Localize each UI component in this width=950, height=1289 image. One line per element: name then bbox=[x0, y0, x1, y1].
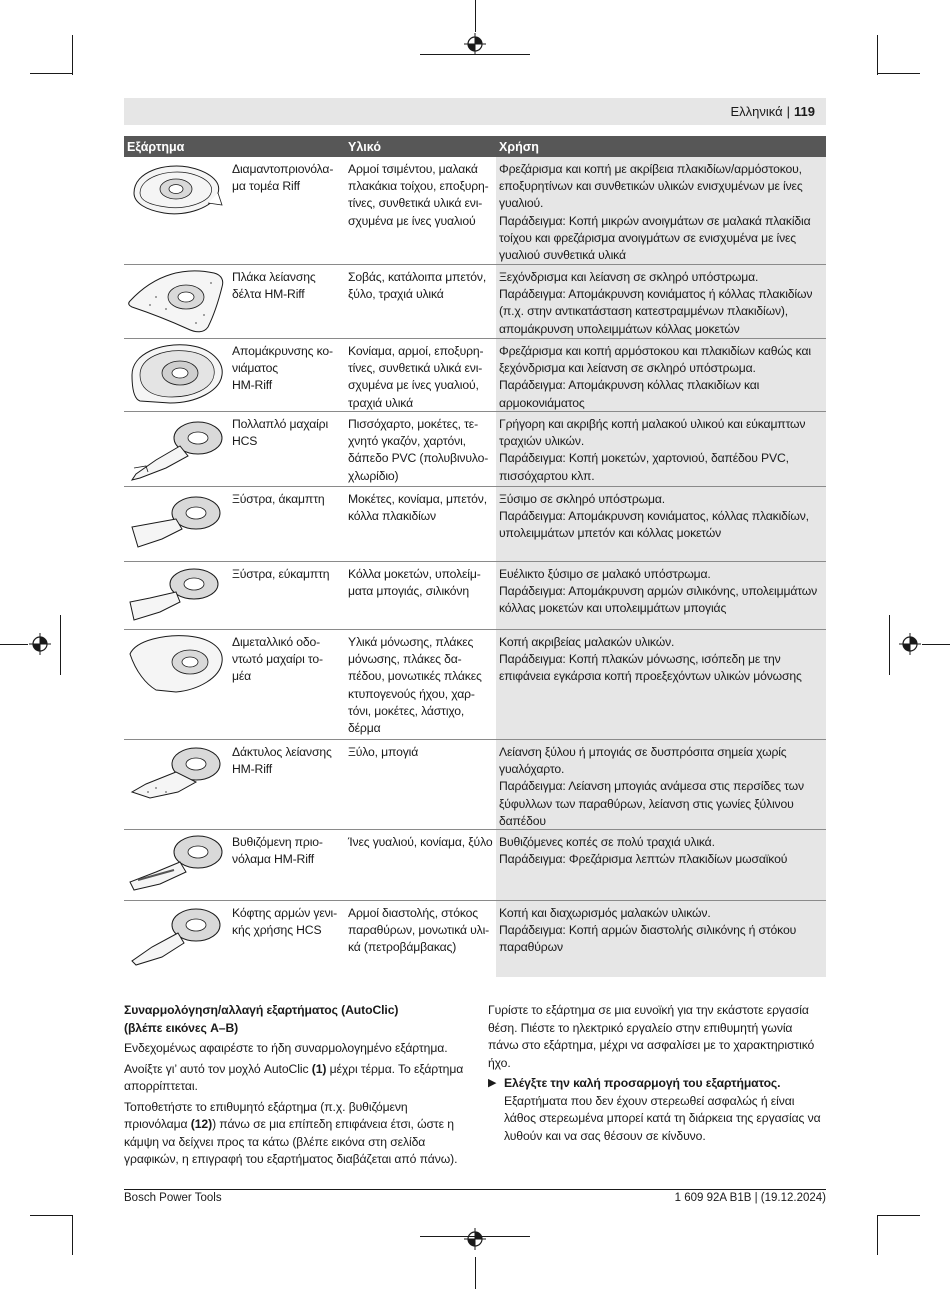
usage-line: Λείανση ξύλου ή μπογιάς σε δυσπρόσιτα σημεία χωρίς γυαλόχαρτο. bbox=[499, 745, 787, 777]
usage-cell bbox=[496, 265, 826, 338]
row-image bbox=[124, 265, 229, 338]
crop-mark bbox=[30, 73, 72, 74]
registration-mark-icon bbox=[464, 1228, 486, 1250]
header-language: Ελληνικά bbox=[730, 104, 783, 119]
table-row bbox=[124, 487, 826, 562]
accessory-name: Πλάκα λείανσης δέλτα HM-Riff bbox=[232, 270, 316, 302]
table-row bbox=[124, 412, 826, 487]
accessory-name: Ξύστρα, εύκαμπτη bbox=[232, 567, 330, 581]
mortar-remover-icon bbox=[126, 341, 226, 409]
row-image bbox=[124, 412, 229, 486]
material-cell: Πισσόχαρτο, μοκέτες, τε- χνητό γκαζόν, χαρτόνι, δάπεδο PVC (πολυβινυλο- χλωρίδιο) bbox=[348, 417, 489, 483]
usage-line: Παράδειγμα: Κοπή αρμών διαστολής σιλικόνης ή στόκου παραθύρων bbox=[499, 923, 797, 955]
usage-line: Παράδειγμα: Φρεζάρισμα λεπτών πλακιδίων μωσαϊκού bbox=[499, 852, 788, 867]
usage-line: Παράδειγμα: Απομάκρυνση αρμών σιλικόνης, υπολειμμάτων κόλλας μοκετών και υπολειμμάτων μπογιάς bbox=[499, 584, 818, 616]
usage-line: Παράδειγμα: Κοπή πλακών μόνωσης, ισόπεδη με την επιφάνεια εγκάρσια κοπή προεξεχόντων υλικών μόνωσης bbox=[499, 652, 802, 684]
plunge-cut-blade-icon bbox=[126, 832, 226, 898]
assembly-section-right bbox=[488, 1002, 826, 1145]
accessory-name: Κόφτης αρμών γενι- κής χρήσης HCS bbox=[232, 906, 338, 938]
usage-cell bbox=[496, 830, 826, 900]
usage-cell bbox=[496, 630, 826, 739]
crop-mark bbox=[475, 1257, 476, 1289]
paragraph: Γυρίστε το εξάρτημα σε μια ευνοϊκή για την εκάστοτε εργασία θέση. Πιέστε το ηλεκτρικό εργαλείο στην επιθυμητή γωνία πάνω στο εξάρτημα, μέχρι να ασφαλίσει με το χαρακτηριστικό ήχο. bbox=[488, 1003, 815, 1070]
usage-line: Ξύσιμο σε σκληρό υπόστρωμα. bbox=[499, 492, 665, 506]
text-span: Εξαρτήματα που δεν έχουν στερεωθεί ασφαλώς ή είναι λάθος στερεωμένα μπορεί κατά τη διάρκεια της εργασίας να λυθούν και να σας θέσουν σε κίνδυνο. bbox=[504, 1093, 821, 1143]
accessory-table bbox=[124, 136, 826, 977]
usage-line: Ξεχόνδρισμα και λείανση σε σκληρό υπόστρωμα. bbox=[499, 270, 759, 284]
multi-knife-icon bbox=[126, 414, 226, 484]
accessory-name: Διμεταλλικό οδο- ντωτό μαχαίρι το- μέα bbox=[232, 635, 323, 684]
flexible-scraper-icon bbox=[126, 564, 226, 628]
material-cell: Υλικά μόνωσης, πλάκες μόνωσης, πλάκες δα- πέδου, μονωτικές πλάκες κτυπογενούς ήχου, χαρ- τόνι, μοκέτες, λάστιχο, δέρμα bbox=[348, 635, 482, 736]
table-row bbox=[124, 562, 826, 630]
usage-line: Φρεζάρισμα και κοπή με ακρίβεια πλακιδίων/αρμόστοκου, εποξυρητίνων και συνθετικών υλικών ενισχυμένων με ίνες γυαλιού. bbox=[499, 162, 803, 211]
accessory-name: Βυθιζόμενη πριο- νόλαμα HM-Riff bbox=[232, 835, 323, 867]
text-span: ) πάνω σε μια επίπεδη επιφάνεια έτσι, ώστε η κάμψη να δείχνει προς τα κάτω (βλέπε εικόνα στη σελίδα γραφικών, η επιγραφή του εξαρτήματος διαβάζεται από πάνω). bbox=[124, 1117, 458, 1166]
crop-mark bbox=[877, 35, 878, 75]
row-image bbox=[124, 562, 229, 629]
paragraph: Ενδεχομένως αφαιρέστε το ήδη συναρμολογημένο εξάρτημα. bbox=[124, 1041, 448, 1055]
accessory-name: Πολλαπλό μαχαίρι HCS bbox=[232, 417, 329, 449]
crop-mark bbox=[878, 73, 920, 74]
material-cell: Κόλλα μοκετών, υπολείμ- ματα μπογιάς, σιλικόνη bbox=[348, 567, 481, 599]
table-row bbox=[124, 630, 826, 740]
paragraph bbox=[124, 1099, 464, 1169]
material-cell: Αρμοί διαστολής, στόκος παραθύρων, μονωτικά υλι- κά (πετροβάμβακας) bbox=[348, 906, 490, 955]
crop-mark bbox=[72, 35, 73, 75]
usage-line: Ευέλικτο ξύσιμο σε μαλακό υπόστρωμα. bbox=[499, 567, 711, 581]
table-row bbox=[124, 265, 826, 339]
table-row bbox=[124, 830, 826, 901]
row-image bbox=[124, 157, 229, 264]
text-span: Τοποθετήστε το επιθυμητό εξάρτημα (π.χ. βυθιζόμενη πριονόλαμα bbox=[124, 1099, 408, 1131]
usage-line: Παράδειγμα: Κοπή μοκετών, χαρτονιού, δαπέδου PVC, πισσόχαρτου κλπ. bbox=[499, 451, 789, 483]
accessory-name: Διαμαντοπριονόλα- μα τομέα Riff bbox=[232, 162, 334, 194]
row-image bbox=[124, 901, 229, 977]
table-row bbox=[124, 901, 826, 977]
usage-cell bbox=[496, 157, 826, 264]
table-header bbox=[124, 136, 826, 157]
crop-mark bbox=[30, 1215, 72, 1216]
row-image bbox=[124, 630, 229, 739]
column-header-material: Υλικό bbox=[348, 139, 381, 154]
accessory-name: Απομάκρυνσης κο- νιάματος HM-Riff bbox=[232, 344, 333, 393]
crop-mark bbox=[0, 644, 28, 645]
usage-line: Γρήγορη και ακριβής κοπή μαλακού υλικού και εύκαμπτων τραχιών υλικών. bbox=[499, 417, 806, 449]
column-header-accessory: Εξάρτημα bbox=[127, 139, 185, 154]
text-span: Ανοίξτε γι’ αυτό τον μοχλό AutoClic bbox=[124, 1061, 312, 1076]
bullet-arrow-icon: ▶ bbox=[488, 1077, 497, 1089]
footer-brand: Bosch Power Tools bbox=[124, 1192, 222, 1204]
usage-line: Φρεζάρισμα και κοπή αρμόστοκου και πλακιδίων καθώς και ξεχόνδρισμα και λείανση σε σκληρό υπόστρωμα. bbox=[499, 344, 811, 376]
bullet-bold-text: Ελέγξτε την καλή προσαρμογή του εξαρτήματος. bbox=[504, 1076, 781, 1090]
row-image bbox=[124, 487, 229, 561]
column-header-usage: Χρήση bbox=[499, 139, 539, 154]
usage-line: Βυθιζόμενες κοπές σε πολύ τραχιά υλικά. bbox=[499, 835, 715, 849]
riff-segment-saw-blade-icon bbox=[126, 159, 226, 219]
usage-line: Παράδειγμα: Απομάκρυνση κονιάματος ή κόλλας πλακιδίων (π.χ. στην αντικατάσταση κατεστραμμένων πλακιδίων), απομάκρυνση υπολειμμάτων κόλλας μοκετών bbox=[499, 287, 813, 336]
registration-mark-icon bbox=[899, 633, 921, 655]
warning-bullet bbox=[488, 1075, 826, 1145]
bullet-text bbox=[504, 1075, 826, 1145]
assembly-section-left bbox=[124, 1002, 464, 1172]
usage-cell bbox=[496, 487, 826, 561]
crop-mark bbox=[878, 1215, 920, 1216]
usage-line: Κοπή ακριβείας μαλακών υλικών. bbox=[499, 635, 675, 649]
reference-number: (1) bbox=[311, 1061, 327, 1076]
accessory-name: Δάκτυλος λείανσης HM-Riff bbox=[232, 745, 332, 777]
section-title bbox=[124, 1002, 464, 1037]
crop-mark bbox=[922, 644, 950, 645]
accessory-name: Ξύστρα, άκαμπτη bbox=[232, 492, 325, 506]
universal-joint-cutter-icon bbox=[126, 903, 226, 973]
page-header bbox=[730, 104, 815, 119]
text-span: μέχρι τέρμα. Το εξάρτημα απορρίπτεται. bbox=[124, 1061, 464, 1093]
page-number: 119 bbox=[794, 104, 815, 119]
delta-sanding-plate-icon bbox=[126, 267, 226, 335]
usage-cell bbox=[496, 339, 826, 411]
row-image bbox=[124, 830, 229, 900]
material-cell: Ίνες γυαλιού, κονίαμα, ξύλο bbox=[348, 835, 493, 849]
usage-line: Παράδειγμα: Κοπή μικρών ανοιγμάτων σε μαλακά πλακίδια τοίχου και φρεζάρισμα ανοιγμάτων σε ενισχυμένα με ίνες γυαλιού συνθετικά υλικά bbox=[499, 213, 811, 263]
material-cell: Αρμοί τσιμέντου, μαλακά πλακάκια τοίχου, εποξυρη- τίνες, συνθετικά υλικά ενι- σχυμένα με ίνες γυαλιού bbox=[348, 162, 489, 228]
material-cell: Σοβάς, κατάλοιπα μπετόν, ξύλο, τραχιά υλικά bbox=[348, 270, 487, 302]
sanding-finger-icon bbox=[126, 742, 226, 812]
crop-mark bbox=[72, 1215, 73, 1255]
paragraph bbox=[124, 1061, 464, 1096]
table-row bbox=[124, 339, 826, 412]
footer-doc-number: 1 609 92A B1B | (19.12.2024) bbox=[674, 1192, 826, 1204]
usage-cell bbox=[496, 562, 826, 629]
table-row bbox=[124, 740, 826, 830]
reference-number: (12) bbox=[190, 1117, 213, 1131]
row-image bbox=[124, 339, 229, 411]
section-title-line: Συναρμολόγηση/αλλαγή εξαρτήματος (AutoClic) bbox=[124, 1003, 399, 1017]
table-row bbox=[124, 157, 826, 265]
crop-mark bbox=[475, 0, 476, 32]
usage-line: Κοπή και διαχωρισμός μαλακών υλικών. bbox=[499, 906, 711, 920]
section-title-line: (βλέπε εικόνες A–B) bbox=[124, 1020, 239, 1035]
material-cell: Ξύλο, μπογιά bbox=[348, 745, 419, 759]
crop-mark bbox=[877, 1215, 878, 1255]
usage-cell bbox=[496, 740, 826, 829]
crop-mark bbox=[889, 615, 890, 675]
usage-line: Παράδειγμα: Απομάκρυνση κονιάματος, κόλλας πλακιδίων, υπολειμμάτων μπετόν και κόλλας μοκετών bbox=[499, 509, 809, 541]
rigid-scraper-icon bbox=[126, 489, 226, 559]
registration-mark-icon bbox=[464, 33, 486, 55]
material-cell: Κονίαμα, αρμοί, εποξυρη- τίνες, συνθετικά υλικά ενι- σχυμένα με ίνες γυαλιού, τραχιά υλικά bbox=[348, 344, 484, 410]
footer-divider bbox=[124, 1189, 826, 1190]
bimetal-segment-knife-icon bbox=[126, 632, 226, 702]
usage-line: Παράδειγμα: Απομάκρυνση κόλλας πλακιδίων και αρμοκονιάματος bbox=[499, 378, 760, 410]
registration-mark-icon bbox=[29, 633, 51, 655]
usage-cell bbox=[496, 901, 826, 977]
header-separator: | bbox=[786, 104, 791, 119]
row-image bbox=[124, 740, 229, 829]
crop-mark bbox=[60, 615, 61, 675]
material-cell: Μοκέτες, κονίαμα, μπετόν, κόλλα πλακιδίων bbox=[348, 492, 487, 524]
usage-cell bbox=[496, 412, 826, 486]
usage-line: Παράδειγμα: Λείανση μπογιάς ανάμεσα στις περσίδες των ξύφυλλων των παραθύρων, λείανση στις γωνίες ξύλινου δαπέδου bbox=[499, 779, 804, 828]
page-header-band bbox=[124, 98, 826, 125]
